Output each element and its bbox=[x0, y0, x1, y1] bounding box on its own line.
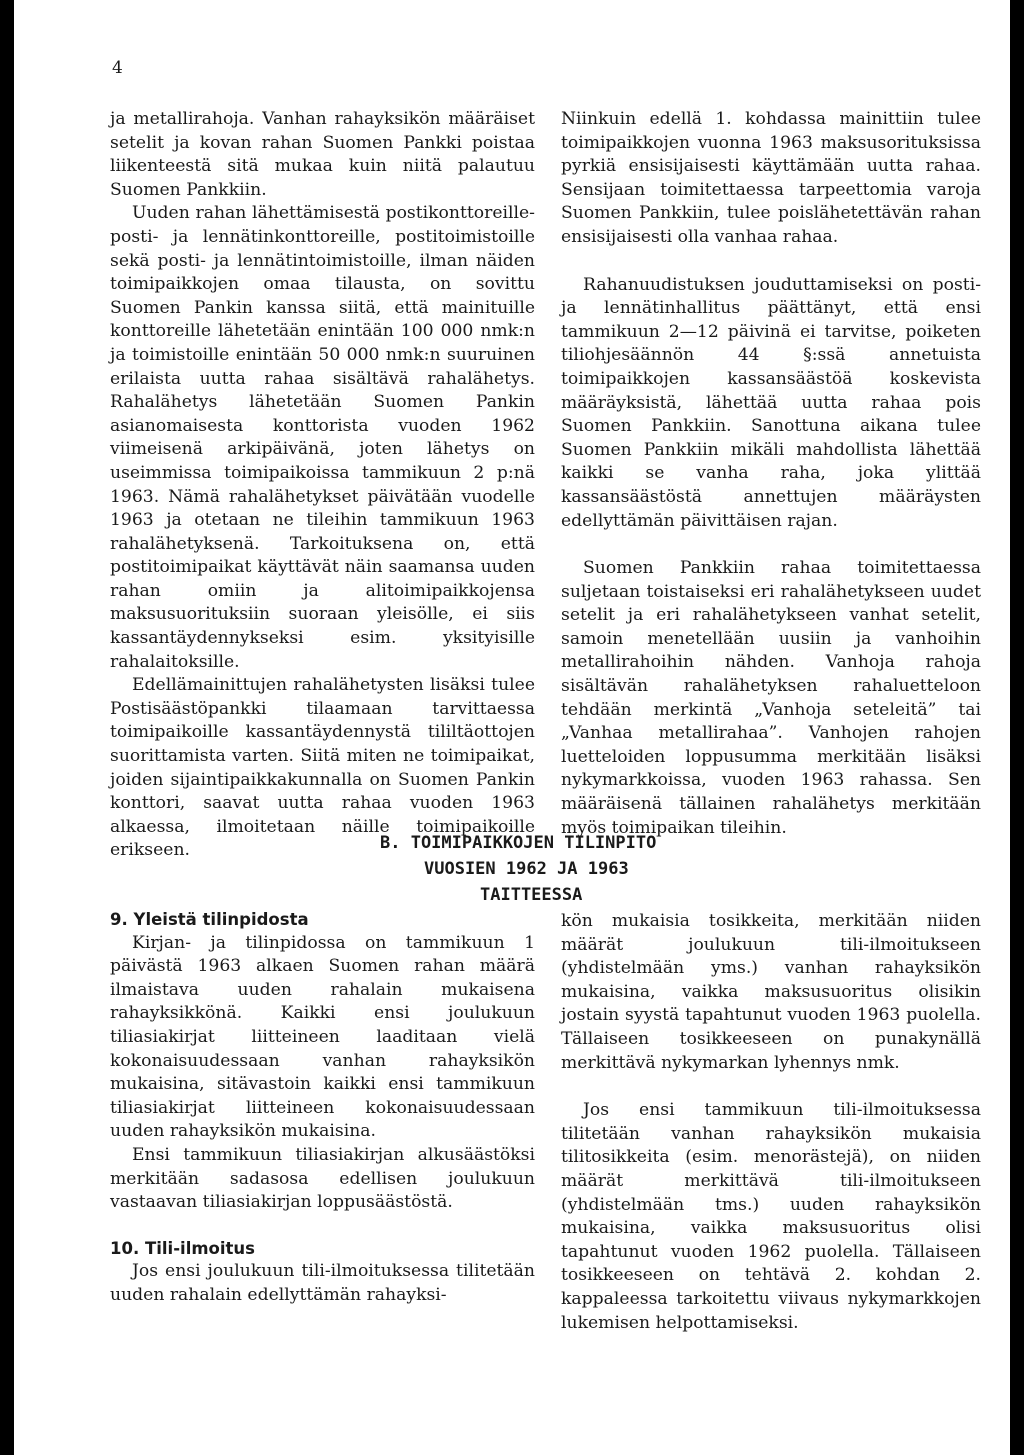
scan-border-left bbox=[0, 0, 14, 1455]
paragraph: Jos ensi joulukuun tili-ilmoituksessa tilitetään uuden rahalain edellyttämän rahayksi- bbox=[110, 1261, 535, 1305]
paragraph: Edellämainittujen rahalähetysten lisäksi tulee Postisäästöpankki tilaamaan tarvittaessa toimipaikoille kassantäydennystä tililtäottojen suorittamista varten. Siitä miten ne toimipaikat, joiden sijaintipaikkakunnalla on Suomen Pankin konttori, saavat uutta rahaa vuoden 1963 alkaessa, ilmoitetaan näille toimipaikoille erikseen. bbox=[110, 675, 535, 861]
left-column-bottom bbox=[110, 908, 535, 1308]
scan-border-right bbox=[1010, 0, 1024, 1455]
paragraph: ja metallirahoja. Vanhan rahayksikön määräiset setelit ja kovan rahan Suomen Pankki poistaa liikenteestä sitä mukaa kuin niitä palautuu Suomen Pankkiin. bbox=[110, 109, 535, 200]
left-column-top bbox=[110, 108, 535, 863]
paragraph: Ensi tammikuun tiliasiakirjan alkusäästöksi merkitään sadasosa edellisen joulukuun vastaavan tiliasiakirjan loppusäästöstä. bbox=[110, 1144, 535, 1213]
section-heading-line3: TAITTEESSA bbox=[480, 885, 583, 905]
section-heading-line2: VUOSIEN 1962 JA 1963 bbox=[424, 859, 629, 879]
subsection-heading-9: 9. Yleistä tilinpidosta bbox=[110, 910, 309, 929]
paragraph: Rahanuudistuksen jouduttamiseksi on posti- ja lennätinhallitus päättänyt, että ensi tammikuun 2—12 päivinä ei tarvitse, poiketen tiliohjesäännön 44 §:ssä annetuista toimipaikkojen kassansäästöä koskevista määräyksistä, lähettää uutta rahaa pois Suomen Pankkiin. Sanottuna aikana tulee Suomen Pankkiin mikäli mahdollista lähettää kaikki se vanha raha, joka ylittää kassansäästöstä annettujen määräysten edellyttämän päivittäisen rajan. bbox=[561, 274, 981, 531]
section-heading bbox=[380, 830, 820, 908]
paragraph: Jos ensi tammikuun tili-ilmoituksessa tilitetään vanhan rahayksikön mukaisia tilitosikkeita (esim. menorästejä), on niiden määrät merkittävä tili-ilmoitukseen (yhdistelmään tms.) uuden rahayksikön mukaisina, vaikka maksusuoritus olisi tapahtunut vuoden 1962 puolella. Tällaiseen tosikkeeseen on tehtävä 2. kohdan 2. kappaleessa tarkoitettu viivaus nykymarkkojen lukemisen helpottamiseksi. bbox=[561, 1100, 981, 1333]
paragraph: kön mukaisia tosikkeita, merkitään niiden määrät joulukuun tili-ilmoitukseen (yhdistelmään yms.) vanhan rahayksikön mukaisina, vaikka maksusuoritus olisikin jostain syystä tapahtunut vuoden 1963 puolella. Tällaiseen tosikkeeseen on punakynällä merkittävä nykymarkan lyhennys nmk. bbox=[561, 911, 981, 1073]
section-heading-line1: B. TOIMIPAIKKOJEN TILINPITO bbox=[380, 833, 657, 853]
page-number: 4 bbox=[112, 58, 123, 78]
paragraph: Uuden rahan lähettämisestä postikonttoreille- posti- ja lennätinkonttoreille, postitoimistoille sekä posti- ja lennätintoimistoille, ilman näiden toimipaikkojen omaa tilausta, on sovittu Suomen Pankin kanssa siitä, että mainituille konttoreille lähetetään enintään 100 000 nmk:n ja toimistoille enintään 50 000 nmk:n suuruinen erilaista uutta rahaa sisältävä rahalähetys. Rahalähetys lähetetään Suomen Pankin asianomaisesta konttorista vuoden 1962 viimeisenä arkipäivänä, joten lähetys on useimmissa toimipaikoissa tammikuun 2 p:nä 1963. Nämä rahalähetykset päivätään vuodelle 1963 ja otetaan ne tileihin tammikuun 1963 rahalähetyksenä. Tarkoituksena on, että postitoimipaikat käyttävät näin saamansa uuden rahan omiin ja alitoimipaikkojensa maksusuorituksiin suoraan yleisölle, ei siis kassantäydennykseksi esim. yksityisille rahalaitoksille. bbox=[110, 203, 535, 672]
paragraph: Niinkuin edellä 1. kohdassa mainittiin tulee toimipaikkojen vuonna 1963 maksusorituksissa pyrkiä ensisijaisesti käyttämään uutta rahaa. Sensijaan toimitettaessa tarpeettomia varoja Suomen Pankkiin, tulee poislähetettävän rahan ensisijaisesti olla vanhaa rahaa. bbox=[561, 109, 981, 247]
paragraph: Kirjan- ja tilinpidossa on tammikuun 1 päivästä 1963 alkaen Suomen rahan määrä ilmaistava uuden rahalain mukaisena rahayksikkönä. Kaikki ensi joulukuun tiliasiakirjat liitteineen laaditaan vielä kokonaisuudessaan vanhan rahayksikön mukaisina, sitävastoin kaikki ensi tammikuun tiliasiakirjat liitteineen kokonaisuudessaan uuden rahayksikön mukaisina. bbox=[110, 932, 535, 1142]
paragraph: Suomen Pankkiin rahaa toimitettaessa suljetaan toistaiseksi eri rahalähetykseen uudet setelit ja eri rahalähetykseen vanhat setelit, samoin menetellään uusiin ja vanhoihin metallirahoihin nähden. Vanhoja rahoja sisältävän rahalähetyksen rahaluetteloon tehdään merkintä „Vanhoja seteleitä” tai „Vanhaa metallirahaa”. Vanhojen rahojen luetteloiden loppusumma merkitään lisäksi nykymarkkoissa, vuoden 1963 rahassa. Sen määräisenä tällainen rahalähetys merkitään myös toimipaikan tileihin. bbox=[561, 558, 981, 838]
right-column-top bbox=[561, 108, 981, 840]
subsection-heading-10: 10. Tili-ilmoitus bbox=[110, 1238, 255, 1258]
right-column-bottom bbox=[561, 910, 981, 1335]
